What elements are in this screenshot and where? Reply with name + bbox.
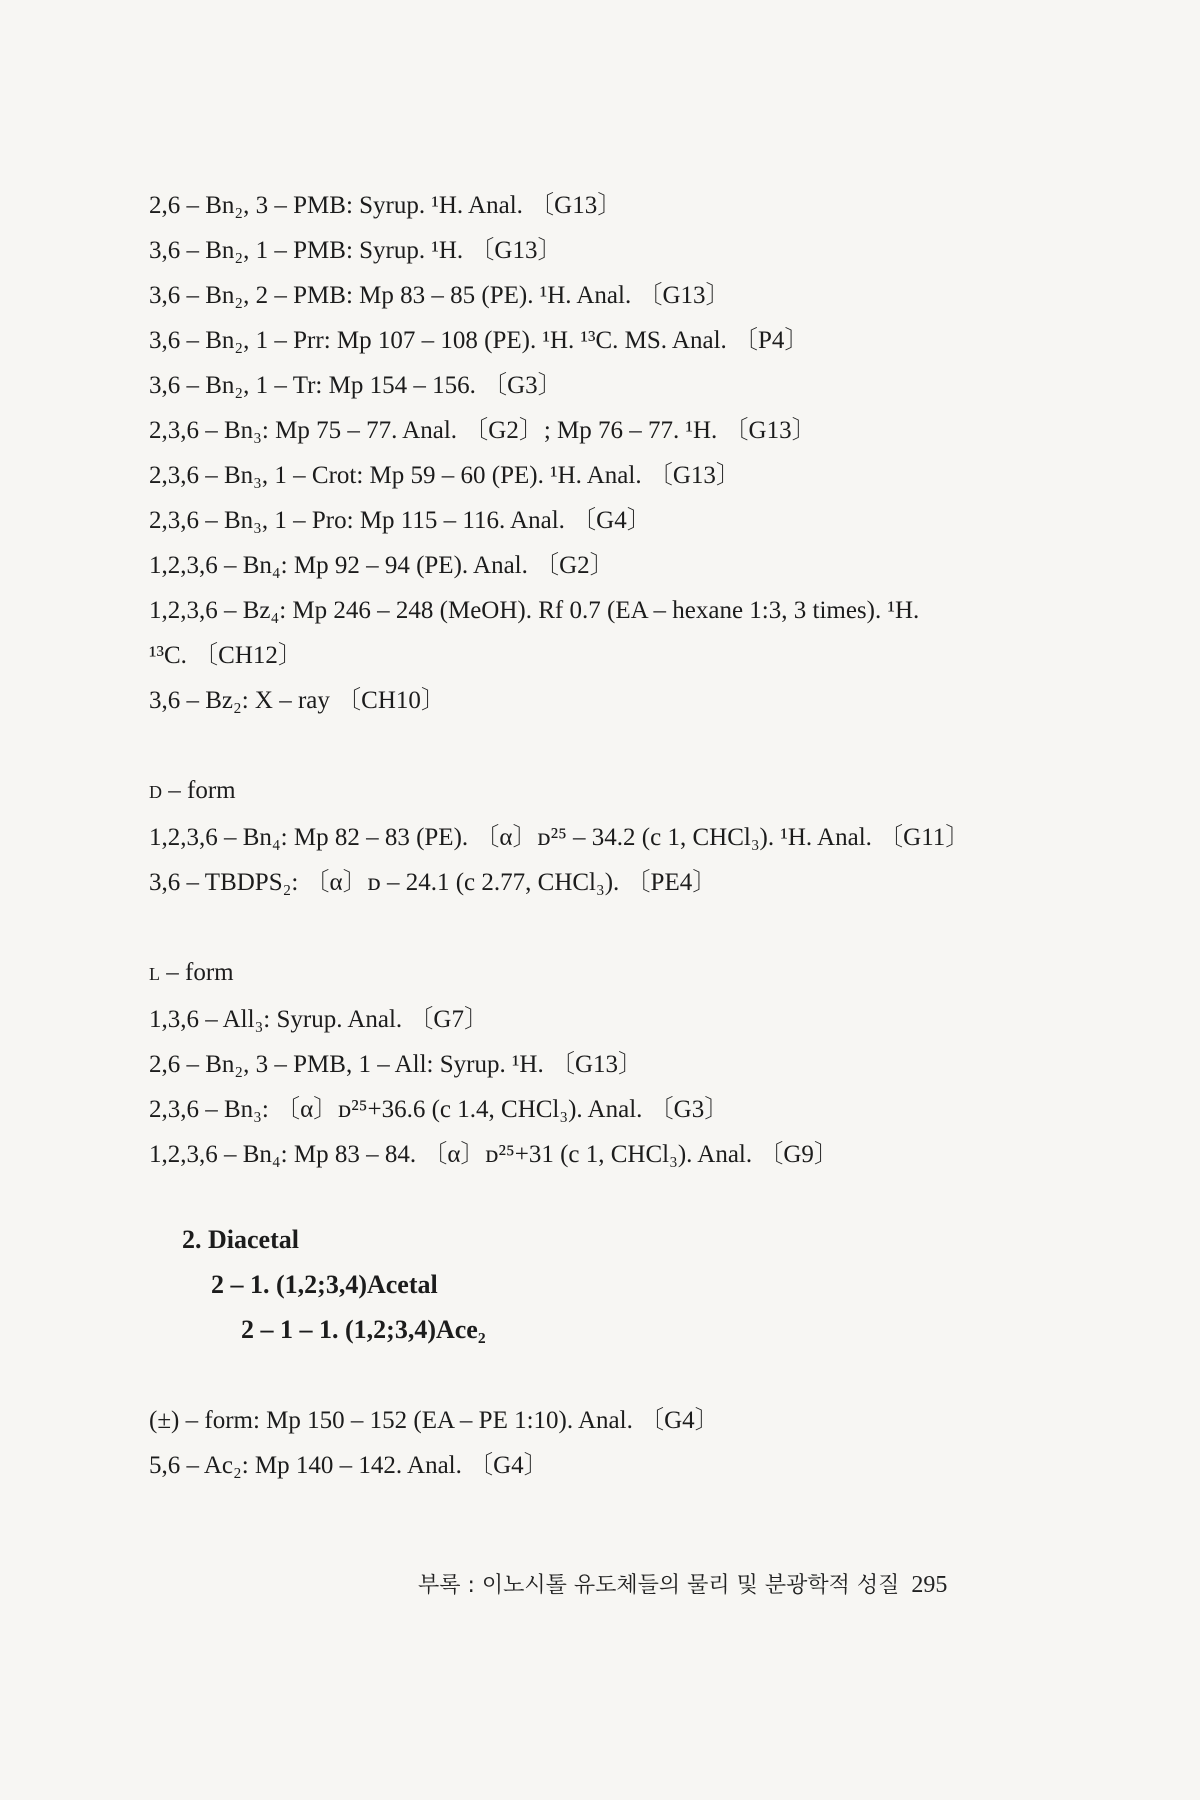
- running-footer: [418, 1568, 947, 1599]
- form-prefix: L: [149, 964, 160, 984]
- entry-line: 2,3,6 – Bn₃: Mp 75 – 77. Anal. 〔G2〕; Mp 76 – 77. ¹H. 〔G13〕: [149, 417, 817, 444]
- section-diacetal-entries: [149, 1398, 1079, 1488]
- entry-line: 3,6 – Bn₂, 1 – PMB: Syrup. ¹H. 〔G13〕: [149, 237, 563, 264]
- section-compound-list: [149, 183, 1079, 1177]
- footer-title: 부록 : 이노시톨 유도체들의 물리 및 분광학적 성질: [418, 1573, 900, 1598]
- heading-level-2: 2 – 1. (1,2;3,4)Acetal: [211, 1270, 438, 1299]
- entry-line-continuation: ¹³C. 〔CH12〕: [149, 642, 303, 669]
- entry-line: 1,2,3,6 – Bz₄: Mp 246 – 248 (MeOH). Rf 0.7 (EA – hexane 1:3, 3 times). ¹H.: [149, 597, 920, 624]
- entry-line: 3,6 – TBDPS₂: 〔α〕ᴅ – 24.1 (c 2.77, CHCl₃). 〔PE4〕: [149, 869, 718, 896]
- subsection-title-l-form: [149, 950, 1079, 997]
- form-title-rest: – form: [162, 777, 236, 804]
- page-number: 295: [911, 1572, 948, 1598]
- form-prefix: D: [149, 782, 162, 802]
- entry-line: 1,2,3,6 – Bn₄: Mp 92 – 94 (PE). Anal. 〔G2〕: [149, 552, 615, 579]
- heading-level-1: 2. Diacetal: [182, 1225, 299, 1254]
- entry-line: 3,6 – Bn₂, 1 – Prr: Mp 107 – 108 (PE). ¹H. ¹³C. MS. Anal. 〔P4〕: [149, 327, 810, 354]
- entry-line: 3,6 – Bn₂, 1 – Tr: Mp 154 – 156. 〔G3〕: [149, 372, 563, 399]
- entry-line: 1,3,6 – All₃: Syrup. Anal. 〔G7〕: [149, 1006, 489, 1033]
- entry-line: (±) – form: Mp 150 – 152 (EA – PE 1:10). Anal. 〔G4〕: [149, 1407, 720, 1434]
- entry-line: 2,3,6 – Bn₃, 1 – Crot: Mp 59 – 60 (PE). ¹H. Anal. 〔G13〕: [149, 462, 741, 489]
- entry-line: 2,3,6 – Bn₃, 1 – Pro: Mp 115 – 116. Anal. 〔G4〕: [149, 507, 652, 534]
- entry-line: 2,3,6 – Bn₃: 〔α〕ᴅ²⁵+36.6 (c 1.4, CHCl₃). Anal. 〔G3〕: [149, 1096, 730, 1123]
- entry-line: 1,2,3,6 – Bn₄: Mp 83 – 84. 〔α〕ᴅ²⁵+31 (c 1, CHCl₃). Anal. 〔G9〕: [149, 1141, 839, 1168]
- heading-level-3: 2 – 1 – 1. (1,2;3,4)Ace₂: [241, 1315, 486, 1344]
- entry-line: 5,6 – Ac₂: Mp 140 – 142. Anal. 〔G4〕: [149, 1452, 549, 1479]
- form-title-rest: – form: [160, 959, 234, 986]
- entry-line: 1,2,3,6 – Bn₄: Mp 82 – 83 (PE). 〔α〕ᴅ²⁵ – 34.2 (c 1, CHCl₃). ¹H. Anal. 〔G11〕: [149, 824, 971, 851]
- entry-line: 3,6 – Bn₂, 2 – PMB: Mp 83 – 85 (PE). ¹H. Anal. 〔G13〕: [149, 282, 731, 309]
- entry-line: 2,6 – Bn₂, 3 – PMB, 1 – All: Syrup. ¹H. 〔G13〕: [149, 1051, 644, 1078]
- subsection-title-d-form: [149, 768, 1079, 815]
- entry-line: 2,6 – Bn₂, 3 – PMB: Syrup. ¹H. Anal. 〔G13〕: [149, 192, 623, 219]
- entry-line: 3,6 – Bz₂: X – ray 〔CH10〕: [149, 687, 446, 714]
